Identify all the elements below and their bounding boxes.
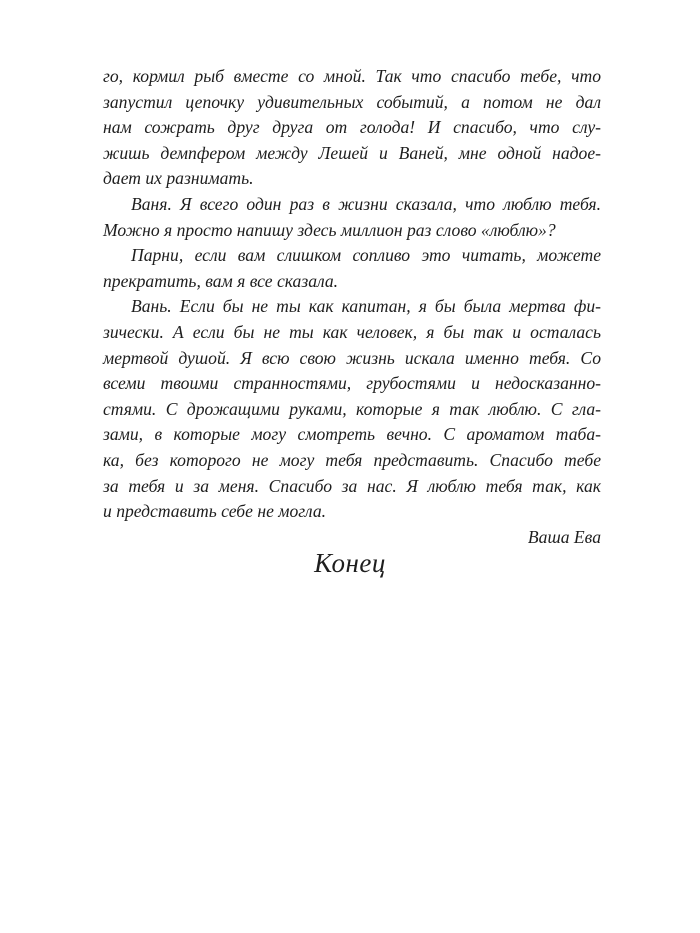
- text-line: жишь демпфером между Лешей и Ваней, мне одной надое-: [103, 142, 601, 163]
- text-line: дает их разнимать.: [103, 168, 254, 189]
- ending-title: Конец: [314, 548, 386, 578]
- paragraph-3: [103, 243, 601, 294]
- text-line: стями. С дрожащими руками, которые я так люблю. С гла-: [103, 398, 601, 419]
- text-line: зически. А если бы не ты как человек, я бы так и осталась: [103, 321, 601, 342]
- text-line: нам сожрать друг друга от голода! И спасибо, что слу-: [103, 117, 601, 138]
- text-line: ка, без которого не могу тебя представить. Спасибо тебе: [103, 449, 601, 470]
- text-line: прекратить, вам я все сказала.: [103, 270, 339, 291]
- text-line: всеми твоими странностями, грубостями и недосказанно-: [103, 373, 601, 394]
- text-line: мертвой душой. Я всю свою жизнь искала именно тебя. Со: [103, 347, 601, 368]
- text-line: запустил цепочку удивительных событий, а потом не дал: [103, 91, 601, 112]
- body-text: [103, 64, 601, 550]
- paragraph-2: [103, 192, 601, 243]
- text-line: за тебя и за меня. Спасибо за нас. Я люблю тебя так, как: [103, 475, 601, 496]
- text-line: и представить себе не могла.: [103, 501, 327, 522]
- text-line: го, кормил рыб вместе со мной. Так что спасибо тебе, что: [103, 66, 601, 86]
- paragraph-1: [103, 64, 601, 192]
- text-line: Вань. Если бы не ты как капитан, я бы была мертва фи-: [131, 296, 601, 317]
- signature: Ваша Ева: [527, 526, 601, 547]
- paragraph-4: [103, 294, 601, 524]
- text-line: Парни, если вам слишком сопливо это читать, можете: [131, 245, 601, 266]
- text-line: Можно я просто напишу здесь миллион раз слово «люблю»?: [103, 219, 556, 240]
- text-line: Ваня. Я всего один раз в жизни сказала, что люблю тебя.: [131, 193, 601, 214]
- text-line: зами, в которые могу смотреть вечно. С ароматом таба-: [103, 424, 601, 445]
